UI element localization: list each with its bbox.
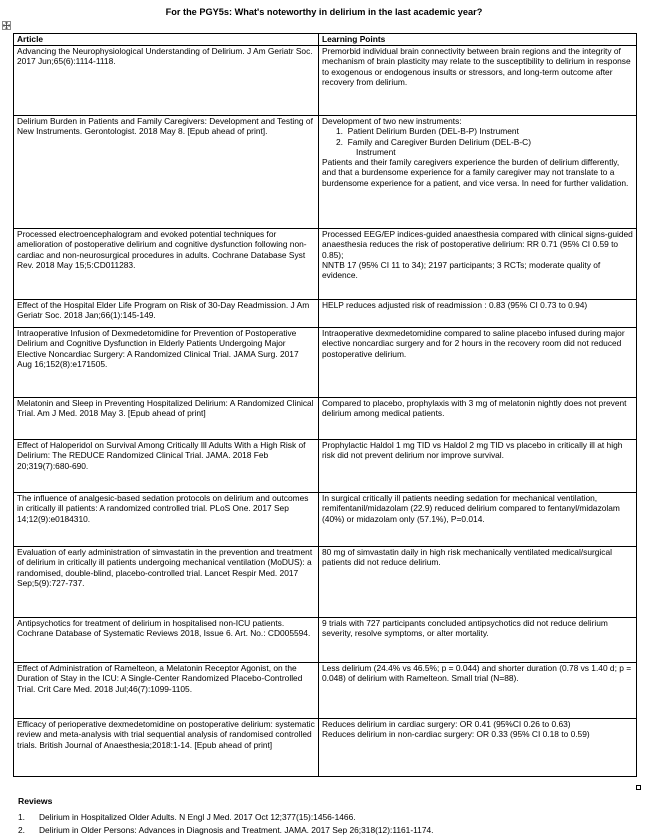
table-row: [14, 663, 637, 719]
table-row: [14, 547, 637, 618]
table-row: [14, 328, 637, 398]
article-cell: Effect of Haloperidol on Survival Among Critically Ill Adults With a High Risk of Delirium: The REDUCE Randomized Clinical Trial. JAMA. 2018 Feb 20;319(7):680-690.: [14, 440, 319, 493]
table-row: [14, 398, 637, 440]
table-row: [14, 719, 637, 777]
learning-points-cell: [319, 116, 637, 229]
list-item: 2. Family and Caregiver Burden Delirium (DEL-B-C): [336, 136, 532, 147]
learning-points-cell: Prophylactic Haldol 1 mg TID vs Haldol 2 mg TID vs placebo in critically ill at high risk did not prevent delirium nor improve survival.: [319, 440, 637, 493]
article-cell: Antipsychotics for treatment of delirium in hospitalised non-ICU patients. Cochrane Database of Systematic Reviews 2018, Issue 6. Art. No.: CD005594.: [14, 618, 319, 663]
table-row: [14, 300, 637, 328]
table-resize-handle[interactable]: [636, 785, 641, 790]
learning-points-cell: Less delirium (24.4% vs 46.5%; p = 0.044) and shorter duration (0.78 vs 1.40 d; p = 0.048) of delirium with Ramelteon. Small trial (N=88).: [319, 663, 637, 719]
learning-points-cell: Premorbid individual brain connectivity between brain regions and the integrity of mechanism of brain plasticity may relate to the susceptibility to delirium in response to exogenous or endogenous insults or stressors, and long-term outcome after recovery from delirium.: [319, 46, 637, 116]
article-cell: Effect of Administration of Ramelteon, a Melatonin Receptor Agonist, on the Duration of Stay in the ICU: A Single-Center Randomized Placebo-Controlled Trial. Crit Care Med. 2018 Jul;46(7):1099-1105.: [14, 663, 319, 719]
article-cell: Efficacy of perioperative dexmedetomidine on postoperative delirium: systematic review and meta-analysis with trial sequential analysis of randomised controlled trials. British Journal of Anaesthesia;2018:1-14. [Epub ahead of print]: [14, 719, 319, 777]
learning-points-intro: Development of two new instruments:: [322, 116, 462, 126]
article-cell: Evaluation of early administration of simvastatin in the prevention and treatment of delirium in critically ill patients undergoing mechanical ventilation (MoDUS): a randomised, double-blind, placebo-controlled trial. Lancet Respir Med. 2017 Sep;5(9):727-737.: [14, 547, 319, 618]
article-cell: Delirium Burden in Patients and Family Caregivers: Development and Testing of New Instruments. Gerontologist. 2018 May 8. [Epub ahead of print].: [14, 116, 319, 229]
table-row: [14, 493, 637, 547]
learning-points-cell: 80 mg of simvastatin daily in high risk mechanically ventilated medical/surgical patients did not reduce delirium.: [319, 547, 637, 618]
learning-points-cell: [319, 229, 637, 300]
learning-points-text: Reduces delirium in cardiac surgery: OR 0.41 (95%CI 0.26 to 0.63): [322, 719, 571, 729]
review-item: [18, 825, 433, 835]
table-row: [14, 46, 637, 116]
review-text: Delirium in Older Persons: Advances in Diagnosis and Treatment. JAMA. 2017 Sep 26;318(12):1161-1174.: [39, 825, 434, 835]
review-number: 1.: [18, 812, 25, 822]
table-row: [14, 618, 637, 663]
list-item: Instrument: [356, 146, 396, 157]
article-cell: Processed electroencephalogram and evoked potential techniques for amelioration of postoperative delirium and cognitive dysfunction following non-cardiac and non-neurosurgical procedures in adults. Cochrane Database Syst Rev. 2018 May 15;5:CD011283.: [14, 229, 319, 300]
delirium-articles-table: [13, 33, 637, 777]
article-cell: Effect of the Hospital Elder Life Program on Risk of 30-Day Readmission. J Am Geriatr Soc. 2018 Jan;66(1):145-149.: [14, 300, 319, 328]
header-learning-points: Learning Points: [319, 34, 637, 46]
learning-points-text: Reduces delirium in non-cardiac surgery: OR 0.33 (95% CI 0.18 to 0.59): [322, 729, 590, 740]
review-item: [18, 812, 356, 822]
table-header-row: [14, 34, 637, 46]
learning-points-cell: 9 trials with 727 participants concluded antipsychotics did not reduce delirium severity, resolve symptoms, or alter mortality.: [319, 618, 637, 663]
article-cell: Advancing the Neurophysiological Understanding of Delirium. J Am Geriatr Soc. 2017 Jun;65(6):1114-1118.: [14, 46, 319, 116]
learning-points-text: NNTB 17 (95% CI 11 to 34); 2197 participants; 3 RCTs; moderate quality of evidence.: [322, 259, 601, 281]
learning-points-text: Patients and their family caregivers experience the burden of delirium differently, and that a burdensome experience for a family caregiver may not translate to a burdensome experience for a patient, and vice versa. In need for further validation.: [322, 157, 629, 188]
table-row: [14, 116, 637, 229]
learning-points-cell: In surgical critically ill patients needing sedation for mechanical ventilation, remifentanil/midazolam (22.9) reduced delirium compared to fentanyl/midazolam (40%) or midazolam only (57.1%), P=0.014.: [319, 493, 637, 547]
article-cell: Melatonin and Sleep in Preventing Hospitalized Delirium: A Randomized Clinical Trial. Am J Med. 2018 May 3. [Epub ahead of print]: [14, 398, 319, 440]
reviews-heading: Reviews: [18, 796, 53, 806]
article-cell: Intraoperative Infusion of Dexmedetomidine for Prevention of Postoperative Delirium and Cognitive Dysfunction in Elderly Patients Undergoing Major Elective Noncardiac Surgery: A Randomized Clinical Trial. JAMA Surg. 2017 Aug 16;152(8):e171505.: [14, 328, 319, 398]
table-row: [14, 440, 637, 493]
learning-points-cell: HELP reduces adjusted risk of readmission : 0.83 (95% CI 0.73 to 0.94): [319, 300, 637, 328]
header-article: Article: [14, 34, 319, 46]
learning-points-cell: Compared to placebo, prophylaxis with 3 mg of melatonin nightly does not prevent delirium among medical patients.: [319, 398, 637, 440]
table-move-handle-icon[interactable]: [2, 21, 11, 30]
learning-points-cell: Intraoperative dexmedetomidine compared to saline placebo infused during major elective noncardiac surgery and for 2 hours in the recovery room did not reduced postoperative delirium.: [319, 328, 637, 398]
instrument-list: [322, 126, 633, 157]
learning-points-text: Processed EEG/EP indices-guided anaesthesia compared with clinical signs-guided anaesthesia reduces the risk of postoperative delirium: RR 0.71 (95% CI 0.59 to 0.85);: [322, 229, 633, 260]
list-item: 1. Patient Delirium Burden (DEL-B-P) Instrument: [336, 126, 519, 137]
review-number: 2.: [18, 825, 25, 835]
page-title: For the PGY5s: What's noteworthy in delirium in the last academic year?: [165, 7, 483, 17]
table-row: [14, 229, 637, 300]
review-text: Delirium in Hospitalized Older Adults. N Engl J Med. 2017 Oct 12;377(15):1456-1466.: [39, 812, 356, 822]
learning-points-cell: [319, 719, 637, 777]
article-cell: The influence of analgesic-based sedation protocols on delirium and outcomes in critically ill patients: A randomized controlled trial. PLoS One. 2017 Sep 14;12(9):e0184310.: [14, 493, 319, 547]
